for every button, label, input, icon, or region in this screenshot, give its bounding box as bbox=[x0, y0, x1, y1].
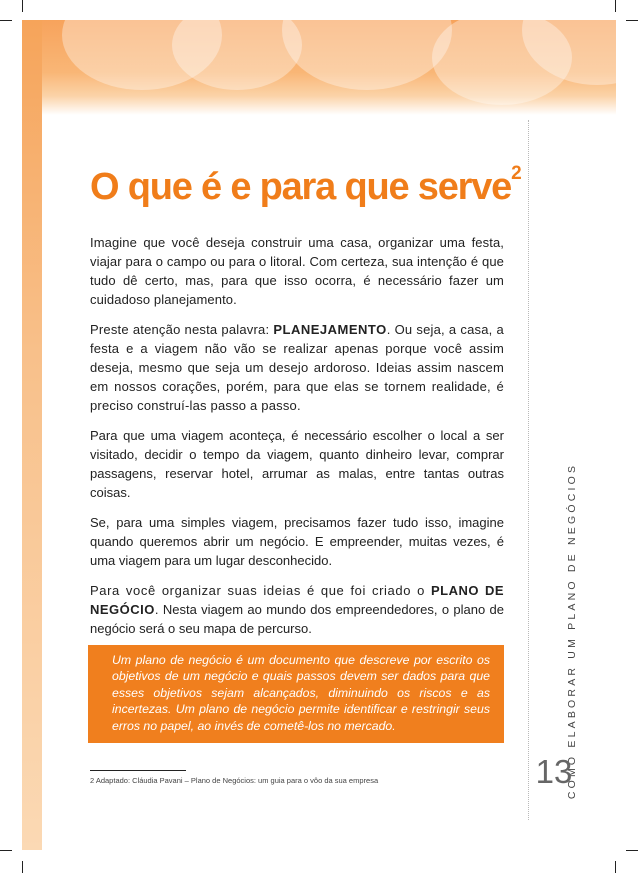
paragraph-1: Imagine que você deseja construir uma casa, organizar uma festa, viajar para o campo ou para o litoral. Com certeza, sua intenção é que tudo dê certo, mas, para que isso ocorra, é necessário fazer um cuidadoso planejamento. bbox=[90, 235, 504, 307]
side-running-title: COMO ELABORAR UM PLANO DE NEGÓCIOS bbox=[566, 462, 578, 800]
crop-mark bbox=[0, 20, 12, 21]
paragraph-3: Para que uma viagem aconteça, é necessário escolher o local a ser visitado, decidir o tempo da viagem, quanto dinheiro levar, comprar passagens, reservar hotel, arrumar as malas, entre tantas outras coisas. bbox=[90, 428, 504, 500]
document-page bbox=[22, 20, 616, 850]
crop-mark bbox=[22, 861, 23, 873]
footnote-rule bbox=[90, 770, 186, 771]
keyword-planejamento: PLANEJAMENTO bbox=[273, 322, 387, 337]
column-divider bbox=[528, 120, 529, 820]
definition-callout: Um plano de negócio é um documento que descreve por escrito os objetivos de um negócio e quais passos devem ser dados para que esses objetivos sejam alcançados, diminuindo os riscos e as incertezas. Um plano de negócio permite identificar e restringir seus erros no papel, ao invés de cometê-los no mercado. bbox=[88, 645, 504, 743]
crop-mark bbox=[615, 861, 616, 873]
left-decorative-strip bbox=[22, 20, 42, 850]
footnote: 2 Adaptado: Cláudia Pavani – Plano de Negócios: um guia para o vôo da sua empresa bbox=[90, 776, 379, 785]
decorative-cloud bbox=[282, 20, 452, 90]
page-title bbox=[90, 163, 521, 209]
crop-mark bbox=[0, 850, 12, 851]
body-text bbox=[90, 233, 504, 649]
paragraph-4: Se, para uma simples viagem, precisamos fazer tudo isso, imagine quando queremos abrir um negócio. E empreender, muitas vezes, é uma viagem para um lugar desconhecido. bbox=[90, 515, 504, 568]
crop-mark bbox=[615, 0, 616, 12]
keyword-plano-de-negocio: PLANO DE NEGÓCIO bbox=[90, 583, 504, 617]
crop-mark bbox=[22, 0, 23, 12]
crop-mark bbox=[626, 850, 638, 851]
paragraph-2-rest: . Ou seja, a casa, a festa e a viagem não vão se realizar apenas porque você assim deseja, mesmo que seja um desejo ardoroso. Ideias assim nascem em nossos corações, porém, para que elas se tornem realidade, é preciso construí-las passo a passo. bbox=[90, 322, 504, 413]
paragraph-5-rest: . Nesta viagem ao mundo dos empreendedores, o plano de negócio será o seu mapa de percurso. bbox=[90, 602, 504, 636]
header-band bbox=[22, 20, 616, 115]
paragraph-2 bbox=[90, 320, 504, 415]
title-footnote-ref: 2 bbox=[511, 163, 521, 185]
crop-mark bbox=[626, 20, 638, 21]
paragraph-5-lead: Para você organizar suas ideias é que foi criado o bbox=[90, 583, 431, 598]
paragraph-5 bbox=[90, 581, 504, 638]
paragraph-2-lead: Preste atenção nesta palavra: bbox=[90, 322, 274, 337]
page-title-text: O que é e para que serve bbox=[90, 166, 512, 208]
page-number: 13 bbox=[535, 753, 573, 790]
